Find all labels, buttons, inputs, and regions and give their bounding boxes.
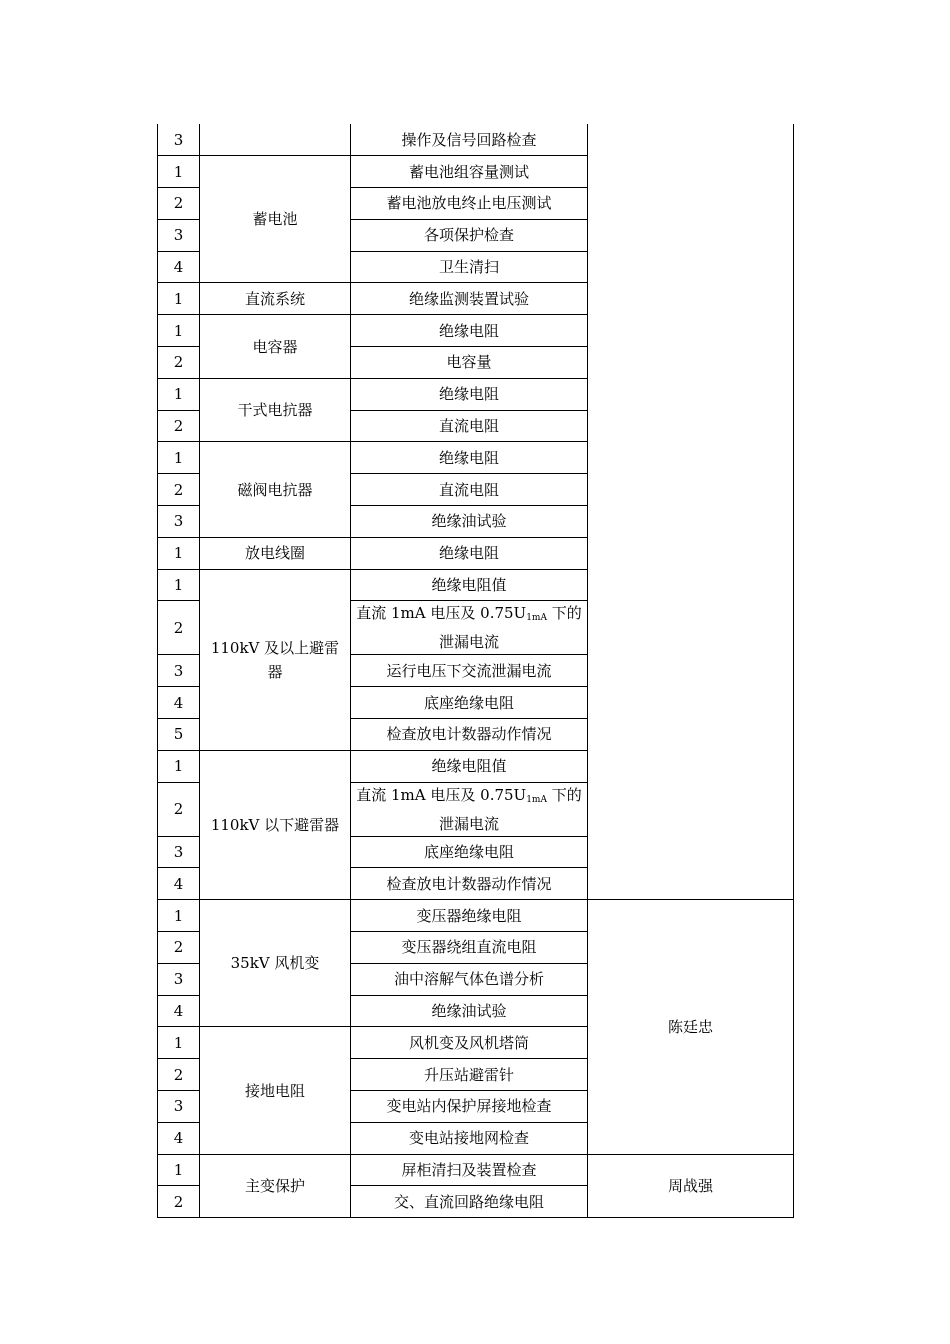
test-item-cell: 蓄电池放电终止电压测试 (351, 188, 588, 220)
test-item-cell: 绝缘电阻值 (351, 750, 588, 782)
equipment-cell: 110kV 及以上避雷器 (200, 569, 351, 750)
equipment-cell: 放电线圈 (200, 537, 351, 569)
test-item-text-suffix: 下的泄漏电流 (438, 604, 582, 652)
subscript-text: 1mA (526, 613, 547, 624)
equipment-cell: 直流系统 (200, 283, 351, 315)
responsible-person-cell (588, 124, 794, 900)
row-number-cell: 3 (158, 963, 200, 995)
test-item-cell: 绝缘油试验 (351, 995, 588, 1027)
test-item-cell: 绝缘电阻 (351, 442, 588, 474)
row-number-cell: 1 (158, 442, 200, 474)
test-item-cell: 绝缘监测装置试验 (351, 283, 588, 315)
test-item-cell: 电容量 (351, 347, 588, 379)
table-row (158, 1154, 794, 1186)
row-number-cell: 4 (158, 687, 200, 719)
row-number-cell: 2 (158, 410, 200, 442)
responsible-person-cell: 陈廷忠 (588, 900, 794, 1154)
test-item-cell: 各项保护检查 (351, 219, 588, 251)
row-number-cell: 1 (158, 156, 200, 188)
subscript-text: 1mA (526, 794, 547, 805)
row-number-cell: 3 (158, 1091, 200, 1123)
row-number-cell: 1 (158, 1027, 200, 1059)
row-number-cell: 1 (158, 1154, 200, 1186)
responsible-person-cell: 周战强 (588, 1154, 794, 1218)
equipment-cell: 110kV 以下避雷器 (200, 750, 351, 899)
row-number-cell: 1 (158, 900, 200, 932)
row-number-cell: 2 (158, 932, 200, 964)
test-item-cell: 升压站避雷针 (351, 1059, 588, 1091)
equipment-cell: 蓄电池 (200, 156, 351, 283)
maintenance-items-table (157, 124, 794, 1218)
row-number-cell: 1 (158, 537, 200, 569)
test-item-cell: 蓄电池组容量测试 (351, 156, 588, 188)
row-number-cell: 1 (158, 750, 200, 782)
test-item-cell: 绝缘电阻 (351, 537, 588, 569)
row-number-cell: 5 (158, 719, 200, 751)
equipment-cell (200, 124, 351, 156)
test-item-cell: 卫生清扫 (351, 251, 588, 283)
test-item-cell: 直流电阻 (351, 410, 588, 442)
test-item-cell: 检查放电计数器动作情况 (351, 868, 588, 900)
test-item-text-prefix: 直流 1mA 电压及 0.75U (356, 604, 527, 623)
test-item-cell: 绝缘电阻 (351, 378, 588, 410)
test-item-text-prefix: 直流 1mA 电压及 0.75U (356, 785, 527, 804)
test-item-cell (351, 601, 588, 655)
test-item-cell: 绝缘电阻 (351, 315, 588, 347)
test-item-cell: 操作及信号回路检查 (351, 124, 588, 156)
test-item-cell: 变压器绕组直流电阻 (351, 932, 588, 964)
row-number-cell: 4 (158, 1122, 200, 1154)
row-number-cell: 2 (158, 188, 200, 220)
table-body (158, 124, 794, 1218)
test-item-cell: 油中溶解气体色谱分析 (351, 963, 588, 995)
row-number-cell: 1 (158, 315, 200, 347)
test-item-cell: 绝缘电阻值 (351, 569, 588, 601)
equipment-cell: 电容器 (200, 315, 351, 379)
row-number-cell: 4 (158, 995, 200, 1027)
test-item-cell: 变压器绝缘电阻 (351, 900, 588, 932)
row-number-cell: 3 (158, 219, 200, 251)
row-number-cell: 1 (158, 378, 200, 410)
test-item-cell: 直流电阻 (351, 474, 588, 506)
test-item-cell: 检查放电计数器动作情况 (351, 719, 588, 751)
row-number-cell: 4 (158, 868, 200, 900)
test-item-cell: 交、直流回路绝缘电阻 (351, 1186, 588, 1218)
row-number-cell: 2 (158, 1059, 200, 1091)
maintenance-items-table-container (157, 124, 793, 1218)
test-item-cell: 绝缘油试验 (351, 506, 588, 538)
row-number-cell: 2 (158, 347, 200, 379)
row-number-cell: 3 (158, 655, 200, 687)
test-item-cell: 变电站接地网检查 (351, 1122, 588, 1154)
row-number-cell: 1 (158, 569, 200, 601)
test-item-cell: 底座绝缘电阻 (351, 687, 588, 719)
equipment-cell: 干式电抗器 (200, 378, 351, 442)
row-number-cell: 4 (158, 251, 200, 283)
row-number-cell: 2 (158, 601, 200, 655)
row-number-cell: 2 (158, 1186, 200, 1218)
equipment-cell: 磁阀电抗器 (200, 442, 351, 537)
table-row (158, 124, 794, 156)
test-item-text-suffix: 下的泄漏电流 (438, 785, 582, 833)
row-number-cell: 2 (158, 782, 200, 836)
test-item-cell (351, 782, 588, 836)
row-number-cell: 3 (158, 836, 200, 868)
test-item-cell: 屏柜清扫及装置检查 (351, 1154, 588, 1186)
equipment-cell: 35kV 风机变 (200, 900, 351, 1027)
row-number-cell: 1 (158, 283, 200, 315)
test-item-cell: 变电站内保护屏接地检查 (351, 1091, 588, 1123)
row-number-cell: 3 (158, 506, 200, 538)
test-item-cell: 风机变及风机塔筒 (351, 1027, 588, 1059)
test-item-cell: 底座绝缘电阻 (351, 836, 588, 868)
table-row (158, 900, 794, 932)
test-item-cell: 运行电压下交流泄漏电流 (351, 655, 588, 687)
row-number-cell: 3 (158, 124, 200, 156)
row-number-cell: 2 (158, 474, 200, 506)
equipment-cell: 主变保护 (200, 1154, 351, 1218)
equipment-cell: 接地电阻 (200, 1027, 351, 1154)
